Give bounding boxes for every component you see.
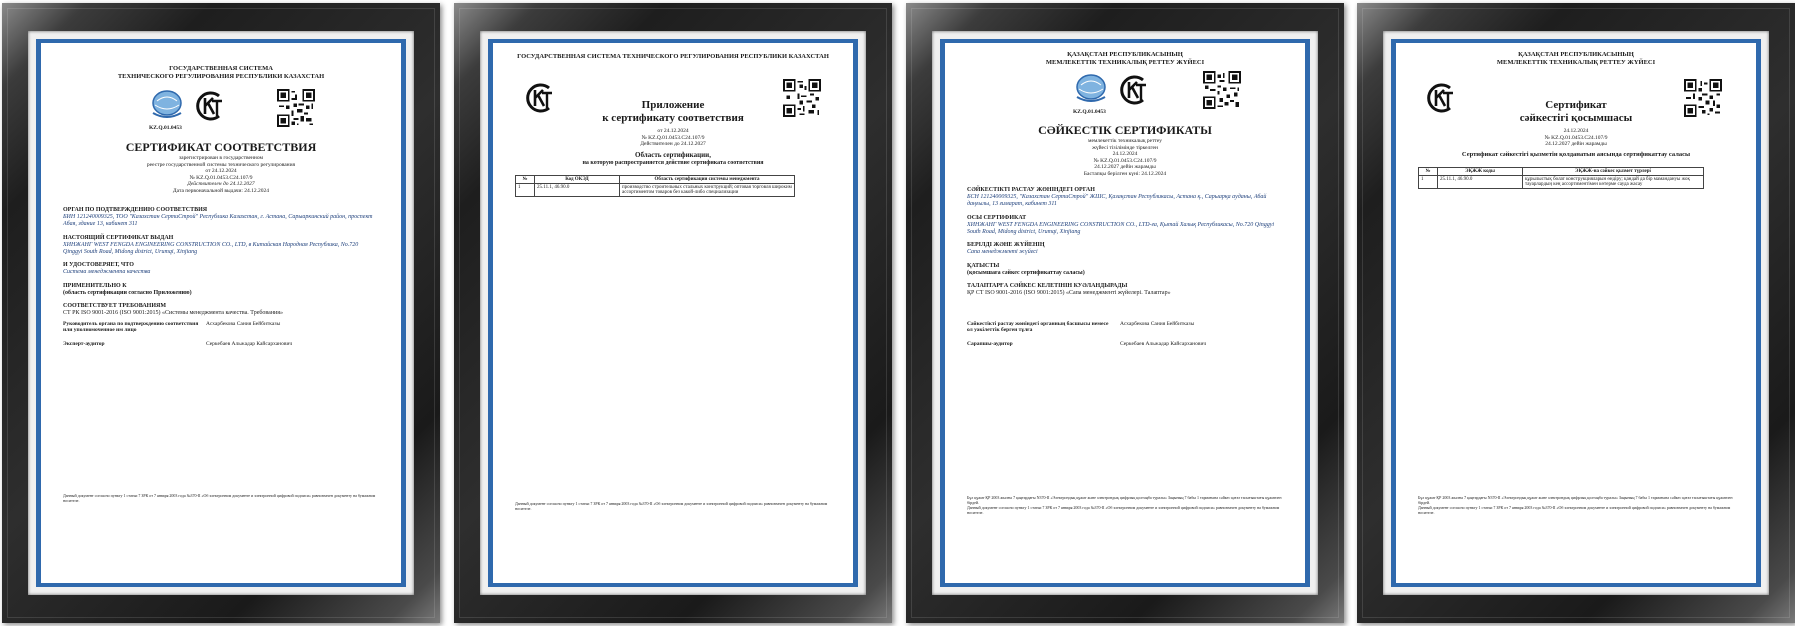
frame-inner-border xyxy=(1391,39,1761,587)
kst-conformity-mark-icon xyxy=(1117,73,1151,107)
table-header-cell: № xyxy=(516,176,535,184)
header: ГОСУДАРСТВЕННАЯ СИСТЕМА ТЕХНИЧЕСКОГО РЕГУЛИРОВАНИЯ РЕСПУБЛИКИ КАЗАХСТАН xyxy=(517,53,829,60)
certificate-frame-4 xyxy=(1357,3,1795,623)
qr-code-icon xyxy=(1203,71,1241,109)
kst-conformity-mark-icon xyxy=(193,89,227,123)
signature-name-head: Асхарбекова Сания Бейбитказы xyxy=(206,321,281,327)
table-header-row xyxy=(516,176,795,184)
legal-footer: Данный документ согласно пункту 1 статьи 7 ЗРК от 7 января 2003 года №370-II «Об электронном документе и электронной цифровой подписи» равнозначен документу на бумажном носителе. xyxy=(515,501,828,511)
frame-mat xyxy=(480,31,866,595)
scope-title: Сертификат сәйкестігі қызметін қолданатын аясында сертификаттау саласы xyxy=(1461,151,1691,158)
table-header-cell: Код ОКЭД xyxy=(535,176,620,184)
signature-role-head: Руководитель органа по подтверждению соответствия или уполномоченное им лицо xyxy=(63,321,199,333)
scope-subtitle: на которую распространяется действие сертификата соответствия xyxy=(582,160,764,166)
table-row xyxy=(1419,176,1704,189)
table-header-cell: № xyxy=(1419,168,1438,176)
section-requirements: ТАЛАПТАРҒА СӘЙКЕС КЕЛЕТІНІН КУӘЛАНДЫРАДЫ ҚР СТ ISO 9001-2016 (ISO 9001:2015) «Сапа менеджменті жүйелері. Талаптар» xyxy=(967,282,1171,297)
section-issued-to: НАСТОЯЩИЙ СЕРТИФИКАТ ВЫДАН ХИНЖАНГ WEST FENGDA ENGINEERING CONSTRUCTION CO., LTD, в Китайская Народная Республика, No.720 Qinggyi South Road, Midong district, Urumqi, Xinjiang xyxy=(63,234,359,255)
globe-logo-icon xyxy=(149,89,185,121)
table-row xyxy=(516,184,795,197)
certificate-page-ru xyxy=(41,43,401,583)
signature-name-auditor: Серкебаев Альжадар Кайсарханович xyxy=(1120,341,1207,347)
kz-code: KZ.Q.01.0453 xyxy=(1073,109,1106,115)
table-header-cell: ЭҚЖЖ коды xyxy=(1438,168,1523,176)
appendix-title: Приложение к сертификату соответствия xyxy=(602,99,744,125)
certificate-frame-2 xyxy=(454,3,892,623)
table-cell: 1 xyxy=(1419,176,1438,189)
certificate-page-kz xyxy=(945,43,1305,583)
header: ГОСУДАРСТВЕННАЯ СИСТЕМА ТЕХНИЧЕСКОГО РЕГУЛИРОВАНИЯ РЕСПУБЛИКИ КАЗАХСТАН xyxy=(117,65,325,80)
frame-mat xyxy=(28,31,414,595)
scope-title: Область сертификации, xyxy=(635,151,711,159)
table-cell: 1 xyxy=(516,184,535,197)
section-scope: ПРИМЕНИТЕЛЬНО К (область сертификации согласно Приложению) xyxy=(63,282,192,296)
certificate-appendix-ru xyxy=(493,43,853,583)
signature-name-head: Асхарбекова Сания Бейбитказы xyxy=(1120,321,1195,327)
section-certifies: И УДОСТОВЕРЯЕТ, ЧТО Система менеджмента качества xyxy=(63,262,151,276)
kz-code: KZ.Q.01.0453 xyxy=(149,125,182,131)
registration-meta: зарегистрирован в государственном реестре государственной системы технического регулирования от 24.12.2024 № KZ.Q.01.0453.С24.107/9 Действителен до 24.12.2027 Дата первоначальной выдачи: 24.12.2024 xyxy=(146,155,296,194)
certificate-frame-3 xyxy=(906,3,1344,623)
frame-mat xyxy=(1383,31,1769,595)
certificate-sections xyxy=(63,207,379,317)
certificate-appendix-kz xyxy=(1396,43,1756,583)
frame-inner-border xyxy=(36,39,406,587)
signature-role-auditor: Эксперт-аудитор xyxy=(63,341,105,347)
legal-footer: Бұл құжат ҚР 2003 жылғы 7 қаңтардағы N370-II «Электрондық құжат және электрондық цифрлық қолтаңба туралы» Заңының 7 бабы 1 тармағына сәйкес қағаз тасығыштағы құжатпен бірдей. Данный документ согласно пункту 1 статьи 7 ЗРК от 7 января 2003 года №370-II «Об электронном документе и электронной цифровой подписи» равнозначен документу на бумажном носителе. xyxy=(967,495,1282,515)
signature-role-auditor: Сарапшы-аудитор xyxy=(967,341,1013,347)
globe-logo-icon xyxy=(1073,73,1109,105)
certificate-frame-1 xyxy=(2,3,440,623)
section-certifies: БЕРІЛДІ ЖӘНЕ ЖҮЙЕНІҢ Сапа менеджменті жүйесі xyxy=(967,242,1045,256)
legal-footer: Данный документ согласно пункту 1 статьи 7 ЗРК от 7 января 2003 года №370-II «Об электронном документе и электронной цифровой подписи» равнозначен документу на бумажном носителе. xyxy=(63,493,376,503)
table-header-row xyxy=(1419,168,1704,176)
section-authority: ОРГАН ПО ПОДТВЕРЖДЕНИЮ СООТВЕТСТВИЯ БИН 121240009325, ТОО "Казахстан СертиСтрой" Республика Казахстан, г. Астана, Сарыаркинский район, проспект Абая, здание 13, кабинет 311 xyxy=(63,207,373,228)
certificate-title: СЕРТИФИКАТ СООТВЕТСТВИЯ xyxy=(125,140,317,154)
signature-name-auditor: Серкебаев Альжадар Кайсарханович xyxy=(206,341,293,347)
frame-inner-border xyxy=(940,39,1310,587)
table-cell: 25.11.1, 46.90.0 xyxy=(1438,176,1523,189)
appendix-title: Сертификат сәйкестігі қосымшасы xyxy=(1519,99,1633,125)
signature-role-head: Сәйкестікті растау жөніндегі органның басшысы немесе ол уәкілеттік берген тұлға xyxy=(967,321,1109,333)
section-issued-to: ОСЫ СЕРТИФИКАТ ХИНЖАНГ WEST FENGDA ENGINEERING CONSTRUCTION CO., LTD-ға, Қытай Халық Республикасы, No.720 Qinggyi South Road, Midong district, Urumqi, Xinjiang xyxy=(967,214,1275,235)
section-requirements: СООТВЕТСТВУЕТ ТРЕБОВАНИЯМ СТ РК ISO 9001-2016 (ISO 9001:2015) «Системы менеджмента качества. Требования» xyxy=(63,302,284,317)
registration-meta: от 24.12.2024 № KZ.Q.01.0453.С24.107/9 Действителен до 24.12.2027 xyxy=(640,128,706,148)
certificate-title: СӘЙКЕСТІК СЕРТИФИКАТЫ xyxy=(1038,123,1212,137)
registration-meta: 24.12.2024 № KZ.Q.01.0453.С24.107/9 24.12.2027 дейін жарамды xyxy=(1544,128,1608,148)
registration-meta: мемлекеттік техникалық реттеу жүйесі тізілімінде тіркелген 24.12.2024 № KZ.Q.01.0453.С24.107/9 24.12.2027 дейін жарамды Бастапқы берілген күні: 24.12.2024 xyxy=(1083,138,1167,177)
qr-code-icon xyxy=(277,89,315,127)
table-header-cell: ЭҚЖЖ-на сәйкес қызмет түрлері xyxy=(1523,168,1704,176)
section-authority: СӘЙКЕСТІКТІ РАСТАУ ЖӨНІНДЕГІ ОРГАН БСН 121240009325, "Казахстан СертиСтрой" ЖШС, Қазақстан Республикасы, Астана қ., Сарыарқа ауданы, Абай даңғылы, 13 ғимарат, кабинет 311 xyxy=(967,187,1267,208)
table-header-cell: Область сертификации системы менеджмента xyxy=(620,176,795,184)
frame-mat xyxy=(932,31,1318,595)
certificate-sections xyxy=(967,187,1283,297)
table-cell: құрылыстық болат конструкцияларын өндіру; қандай да бір мамандануы жоқ тауарлардың кең ассортиментімен көтерме сауда жасау xyxy=(1523,176,1704,189)
scope-table xyxy=(515,175,795,197)
scope-table xyxy=(1418,167,1704,189)
table-cell: производство строительных стальных конструкций; оптовая торговля широким ассортиментом товаров без какой-либо специализации xyxy=(620,184,795,197)
table-cell: 25.11.1, 46.90.0 xyxy=(535,184,620,197)
frame-inner-border xyxy=(488,39,858,587)
section-scope: ҚАТЫСТЫ (қосымшаға сәйкес сертификаттау саласы) xyxy=(967,262,1085,276)
header: ҚАЗАҚСТАН РЕСПУБЛИКАСЫНЫҢ МЕМЛЕКЕТТІК ТЕХНИКАЛЫҚ РЕТТЕУ ЖҮЙЕСІ xyxy=(1045,51,1205,66)
header: ҚАЗАҚСТАН РЕСПУБЛИКАСЫНЫҢ МЕМЛЕКЕТТІК ТЕХНИКАЛЫҚ РЕТТЕУ ЖҮЙЕСІ xyxy=(1496,51,1656,66)
legal-footer: Бұл құжат ҚР 2003 жылғы 7 қаңтардағы N370-II «Электрондық құжат және электрондық цифрлық қолтаңба туралы» Заңының 7 бабы 1 тармағына сәйкес қағаз тасығыштағы құжатпен бірдей. Данный документ согласно пункту 1 статьи 7 ЗРК от 7 января 2003 года №370-II «Об электронном документе и электронной цифровой подписи» равнозначен документу на бумажном носителе. xyxy=(1418,495,1733,515)
